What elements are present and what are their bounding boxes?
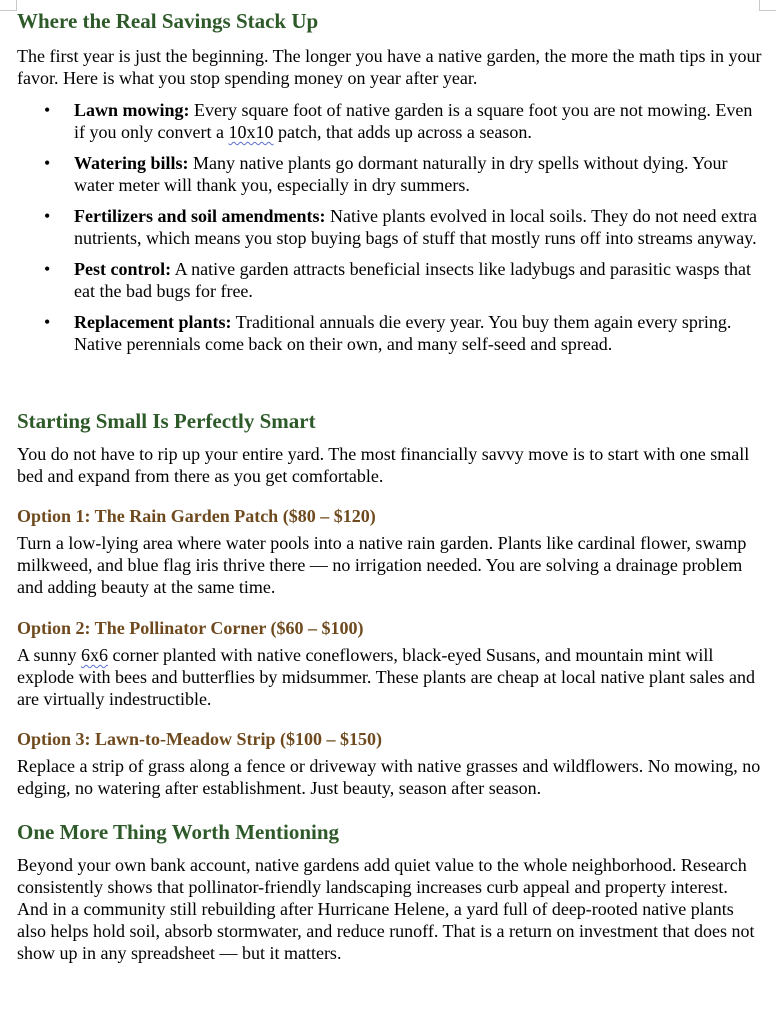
item-text: Every square foot of native garden is a square foot you are not mowing. Even if you only convert a <box>74 100 753 142</box>
heading-one-more-thing: One More Thing Worth Mentioning <box>17 820 340 844</box>
option-2-text-start: A sunny <box>17 645 82 665</box>
option-2-text-end: corner planted with native coneflowers, black-eyed Susans, and mountain mint will explode with bees and butterflies by midsummer. These plants are cheap at local native plant sales and are virtually indestructible. <box>17 645 755 709</box>
bullet-icon: • <box>44 312 51 332</box>
savings-intro: The first year is just the beginning. The longer you have a native garden, the more the math tips in your favor. Here is what you stop spending money on year after year. <box>17 46 762 88</box>
item-text: A native garden attracts beneficial insects like ladybugs and parasitic wasps that eat the bad bugs for free. <box>74 259 751 301</box>
list-item-pest-control <box>17 258 762 302</box>
option-1-title: Option 1: The Rain Garden Patch ($80 – $120) <box>17 506 376 526</box>
item-text: Native plants evolved in local soils. They do not need extra nutrients, which means you stop buying bags of stuff that mostly runs off into streams anyway. <box>74 206 758 248</box>
bullet-icon: • <box>44 259 51 279</box>
list-item-lawn-mowing <box>17 99 762 143</box>
spellcheck-flagged-word[interactable]: 6x6 <box>81 645 109 665</box>
option-3-title: Option 3: Lawn-to-Meadow Strip ($100 – $150) <box>17 729 382 749</box>
option-1-text: Turn a low-lying area where water pools into a native rain garden. Plants like cardinal flower, swamp milkweed, and blue flag iris thrive there — no irrigation needed. You are solving a drainage problem and adding beauty at the same time. <box>17 533 747 597</box>
one-more-thing-text: Beyond your own bank account, native gardens add quiet value to the whole neighborhood. Research consistently shows that pollinator-friendly landscaping increases curb appeal and property interest. And in a community still rebuilding after Hurricane Helene, a yard full of deep-rooted native plants also helps hold soil, absorb stormwater, and reduce runoff. That is a return on investment that does not show up in any spreadsheet — but it matters. <box>17 855 755 963</box>
item-term: Fertilizers and soil amendments: <box>74 206 326 226</box>
item-text: Many native plants go dormant naturally in dry spells without dying. Your water meter will thank you, especially in dry summers. <box>74 153 728 195</box>
bullet-icon: • <box>44 206 51 226</box>
heading-starting-small: Starting Small Is Perfectly Smart <box>17 409 316 433</box>
item-term: Watering bills: <box>74 153 189 173</box>
bullet-icon: • <box>44 153 51 173</box>
bullet-icon: • <box>44 100 51 120</box>
spellcheck-flagged-word[interactable]: 10x10 <box>228 122 274 142</box>
item-term: Replacement plants: <box>74 312 232 332</box>
item-term: Lawn mowing: <box>74 100 190 120</box>
item-text: Traditional annuals die every year. You buy them again every spring. Native perennials come back on their own, and many self-seed and spread. <box>74 312 732 354</box>
starting-small-intro: You do not have to rip up your entire yard. The most financially savvy move is to start with one small bed and expand from there as you get comfortable. <box>17 444 750 486</box>
item-text-end: patch, that adds up across a season. <box>273 122 532 142</box>
item-term: Pest control: <box>74 259 172 279</box>
list-item-fertilizers <box>17 205 762 249</box>
savings-list <box>17 99 762 355</box>
list-item-watering-bills <box>17 152 762 196</box>
document-page <box>17 0 762 964</box>
option-2-text <box>17 644 762 710</box>
page-corner-mark-left <box>0 0 17 11</box>
option-3-text: Replace a strip of grass along a fence or driveway with native grasses and wildflowers. No mowing, no edging, no watering after establishment. Just beauty, season after season. <box>17 756 761 798</box>
heading-savings: Where the Real Savings Stack Up <box>17 9 319 33</box>
option-2-title: Option 2: The Pollinator Corner ($60 – $100) <box>17 618 364 638</box>
list-item-replacement-plants <box>17 311 762 355</box>
